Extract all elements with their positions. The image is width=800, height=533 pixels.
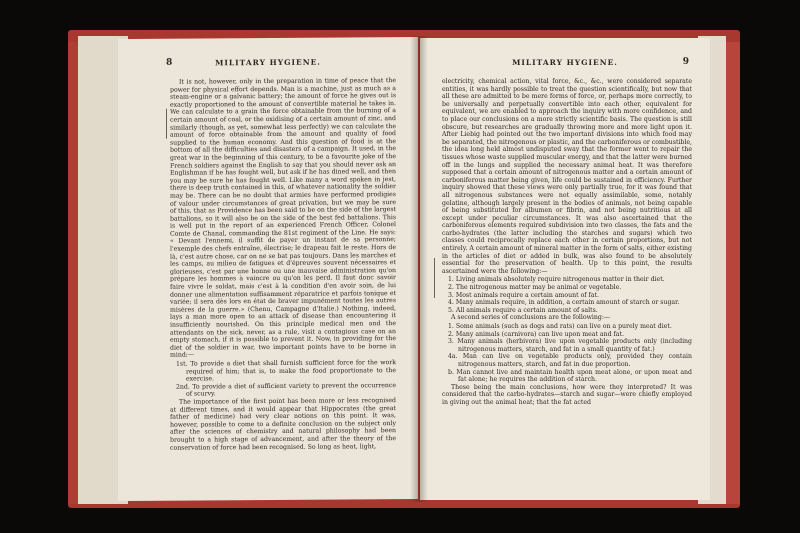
- right-opening-paragraph: electricity, chemical action, vital force, &c., &c., were considered separate entities, it was hardly possible to treat the question scientifically, but now that all these are admitted to be mere forms of force, or, perhaps more correctly, to be universally and perpetually convertible into each other, equivalent for equivalent, we are enabled to approach the inquiry with more confidence, and to place our conclusions on a more strictly scientific basis. The question is still obscure, but researches are gradually throwing more and more light upon it. After Liebig had pointed out the two important divisions into which food may be separated, the nitrogenous or plastic, and the carboniferous or combustible, the idea long held almost undisputed sway that the former went to repair the tissues whose waste supplied muscular energy, and that the latter were burned off in the lungs and supplied the necessary animal heat. It was therefore supposed that a certain amount of nitrogenous matter and a certain amount of carboniferous matter being given, life could be sustained in efficiency. Further inquiry showed that these views were only partially true, for it was found that all nitrogenous substances were not equally assimilable, some, notably gelatine, although largely present in the bodies of animals, not being capable of being substituted for albumen or fibrin, and not being nutritious at all except under peculiar circumstances. It was also ascertained that the carboniferous elements required subdivision into two classes, the fats and the carbo-hydrates (the latter including the starches and sugars) which two classes could reciprocally replace each other in certain proportions, but not entirely. A certain amount of mineral matter in the form of salts, either existing in the articles of diet or added in bulk, was also found to be absolutely essential for the preservation of health. Up to this point, the results ascertained were the following:—: [442, 78, 692, 275]
- right-page-body: [442, 78, 692, 408]
- left-page: [118, 37, 418, 501]
- right-page-header: [420, 58, 710, 72]
- right-running-head: MILITARY HYGIENE.: [512, 58, 618, 67]
- left-paragraph: It is not, however, only in the preparation in time of peace that the power for physical effort depends. Man is a machine, just as much as a steam-engine or a galvanic battery; the amount of force he gives out is exactly proportioned to the amount of convertible material he takes in. We can calculate to a grain the force obtainable from the burning of a certain amount of coal, or the oxidising of a certain amount of zinc, and similarly (though, as yet, somewhat less perfectly) we can calculate the amount of force obtainable from the amount and quality of food supplied to the human economy. And this question of food is at the bottom of all the difficulties and disasters of a campaign. It used, in the great war in the beginning of this century, to be a favourite joke of the French soldiers against the English to say that you should never ask an Englishman if he has fought well, but ask if he has dined well, and then you may be sure he has fought well. Like many a word spoken in jest, there is deep truth contained in this, of whatever nationality the soldier may be. There can be no doubt that armies have performed prodigies of valour under circumstances of great privation, but we may be sure of this, that as Providence has been said to be on the side of the largest battalions, so it will also be on the side of the best fed battalions. This is well put in the report of an experienced French Officer, Colonel Comte de Chanal, commanding the 81st regiment of the Line. He says: « Devant l'ennemi, il suffit de payer un instant de sa personne; l'exemple des chefs entraîne, électrise; le drapeau fait le reste. Hors de là, c'est autre chose, car on ne se bat pas toujours. Dans les marches et les camps, au milieu de fatigues et d'épreuves souvent nécessaires et glorieuses, c'est par une bonne ou une mauvaise administration qu'on prépare les hommes à vaincre ou qu'on les perd. Il faut donc savoir faire vivre le soldat, mais c'est à la condition d'en avoir soin, de lui donner une alimentation suffisamment réparatrice et parfois tonique et variée; il sera dès lors en état de braver impunément toutes les autres misères de la guerre.» (Chenu, Campagne d'Italie.) Nothing, indeed, lays a man more open to an attack of disease than encountering it insufficiently nourished. On this principle medical men and the attendants on the sick, never, as a rule, visit a contagious case on an empty stomach, if it is possible to prevent it. Now, in providing for the diet of the soldier in war, two important points have to be borne in mind:—: [170, 77, 396, 360]
- right-list-item: 2. The nitrogenous matter may be animal or vegetable.: [448, 284, 622, 292]
- right-list-item: 3. Many animals (herbivora) live upon vegetable products only (including nitrogenous matters, starch, and fat in a small quantity of fat.): [448, 338, 692, 353]
- left-page-number: 8: [166, 57, 174, 68]
- right-list-item: 5. All animals require a certain amount of salts.: [448, 306, 598, 314]
- book-gutter: [410, 36, 428, 502]
- pencil-margin-mark: [166, 109, 167, 139]
- left-page-header: [118, 57, 418, 73]
- right-list-item: 1. Some animals (such as dogs and rats) can live on a purely meat diet.: [448, 323, 672, 330]
- right-list-item: 1. Living animals absolutely require nitrogenous matter in their diet.: [448, 276, 665, 284]
- right-page: [420, 38, 710, 500]
- left-page-body: [170, 77, 396, 453]
- right-page-number: 9: [682, 57, 690, 67]
- right-list-item: 3. Most animals require a certain amount of fat.: [448, 291, 599, 299]
- left-running-head: MILITARY HYGIENE.: [215, 57, 321, 68]
- right-list-item: 2. Many animals (carnivora) can live upon meat and fat.: [448, 330, 624, 338]
- right-closing-paragraph: These being the main conclusions, how were they interpreted? It was considered that the carbo-hydrates—starch and sugar—were chiefly employed in giving out the animal heat; that the fat acted: [442, 383, 692, 406]
- open-book: [68, 30, 740, 508]
- left-closing-paragraph: The importance of the first point has been more or less recognised at different times, and it would appear that Hippocrates (the great father of medicine) had very clear notions on this point. It was, however, possible to come to a definite conclusion on the subject only after the sciences of chemistry and natural philosophy had been brought to a high stage of advancement, and after the theory of the conservation of force had been recognised. So long as heat, light,: [170, 397, 396, 452]
- cover-edge-right: [724, 42, 740, 504]
- left-list-item: 1st. To provide a diet that shall furnish sufficient force for the work required of him; that is, to make the food proportionate to the exercise.: [176, 359, 396, 383]
- left-list-item: 2nd. To provide a diet of sufficient variety to prevent the occurrence of scurvy.: [176, 381, 396, 398]
- right-list-item: b. Man cannot live and maintain health upon meat alone, or upon meat and fat alone; he requires the addition of starch.: [448, 368, 692, 384]
- right-second-intro: A second series of conclusions are the following:—: [451, 314, 611, 322]
- pencil-margin-mark: [434, 258, 435, 298]
- right-list-item: 4. Many animals require, in addition, a certain amount of starch or sugar.: [448, 299, 680, 307]
- right-list-item: 4a. Man can live on vegetable products only, provided they contain nitrogenous matters, starch, and fat in due proportion.: [448, 353, 692, 368]
